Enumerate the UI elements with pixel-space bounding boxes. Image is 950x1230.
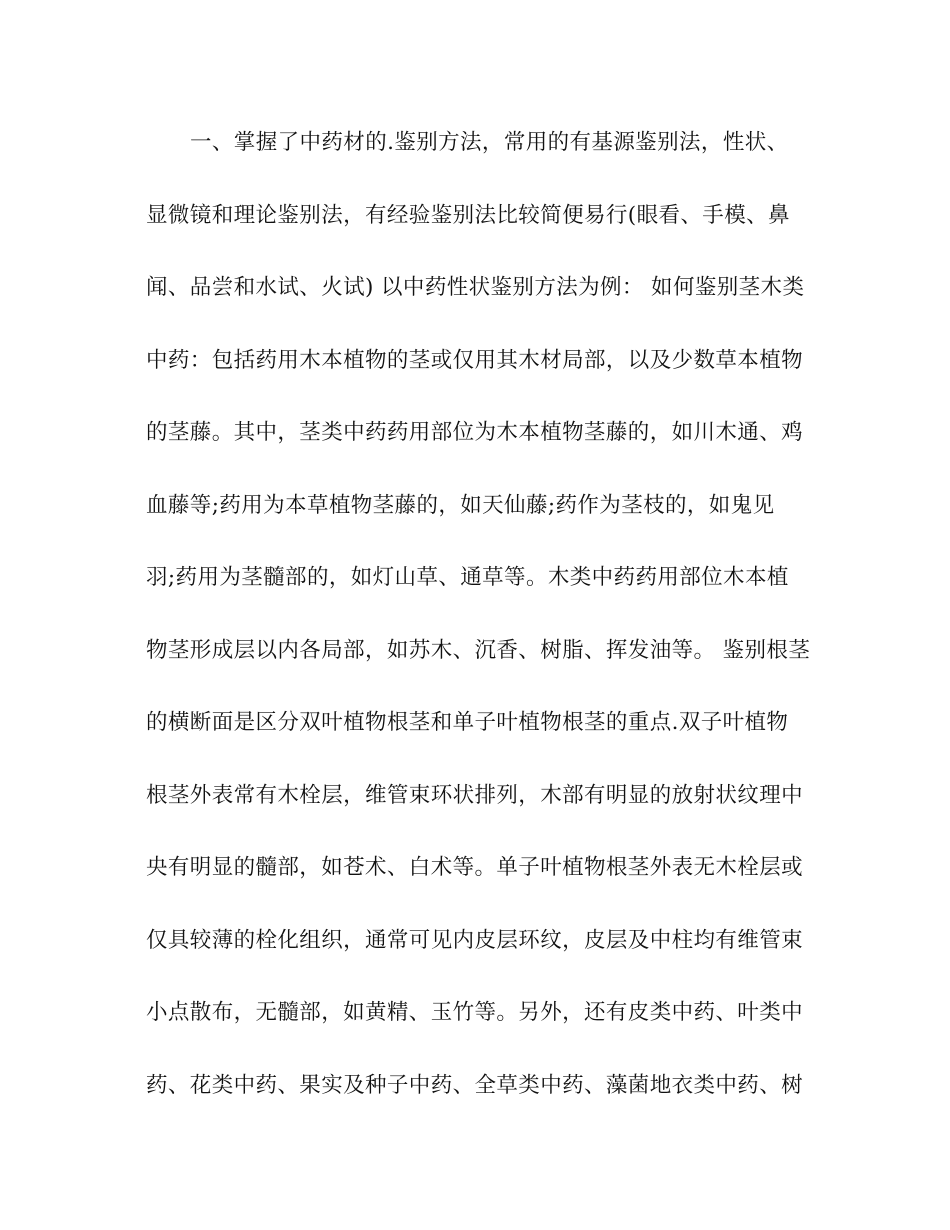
text-line-4: 中药：包括药用木本植物的茎或仅用其木材局部，以及少数草本植物 [146,347,804,373]
text-line-1: 一、掌握了中药材的.鉴别方法，常用的有基源鉴别法，性状、 [190,130,789,155]
text-line-5: 的茎藤。其中，茎类中药药用部位为木本植物茎藤的，如川木通、鸡 [146,420,804,445]
text-line-10: 根茎外表常有木栓层，维管束环状排列，木部有明显的放射状纹理中 [146,782,804,808]
text-line-14: 药、花类中药、果实及种子中药、全草类中药、藻菌地衣类中药、树 [146,1072,804,1098]
text-line-7: 羽;药用为茎髓部的，如灯山草、通草等。木类中药药用部位木本植 [146,565,789,590]
text-line-2: 显微镜和理论鉴别法，有经验鉴别法比较简便易行(眼看、手模、鼻 [146,202,790,228]
text-line-9: 的横断面是区分双叶植物根茎和单子叶植物根茎的重点.双子叶植物 [146,710,789,735]
text-line-12: 仅具较薄的栓化组织，通常可见内皮层环纹，皮层及中柱均有维管束 [146,927,804,953]
text-line-6: 血藤等;药用为本草植物茎藤的，如天仙藤;药作为茎枝的，如鬼见 [146,492,775,518]
text-line-13: 小点散布，无髓部，如黄精、玉竹等。另外，还有皮类中药、叶类中 [146,1000,804,1025]
text-line-11: 央有明显的髓部，如苍术、白术等。单子叶植物根茎外表无木栓层或 [146,855,804,880]
body-text [146,125,811,1140]
text-line-8: 物茎形成层以内各局部，如苏木、沉香、树脂、挥发油等。 鉴别根茎 [146,637,811,663]
text-line-3: 闻、品尝和水试、火试) 以中药性状鉴别方法为例： 如何鉴别茎木类 [146,275,805,300]
